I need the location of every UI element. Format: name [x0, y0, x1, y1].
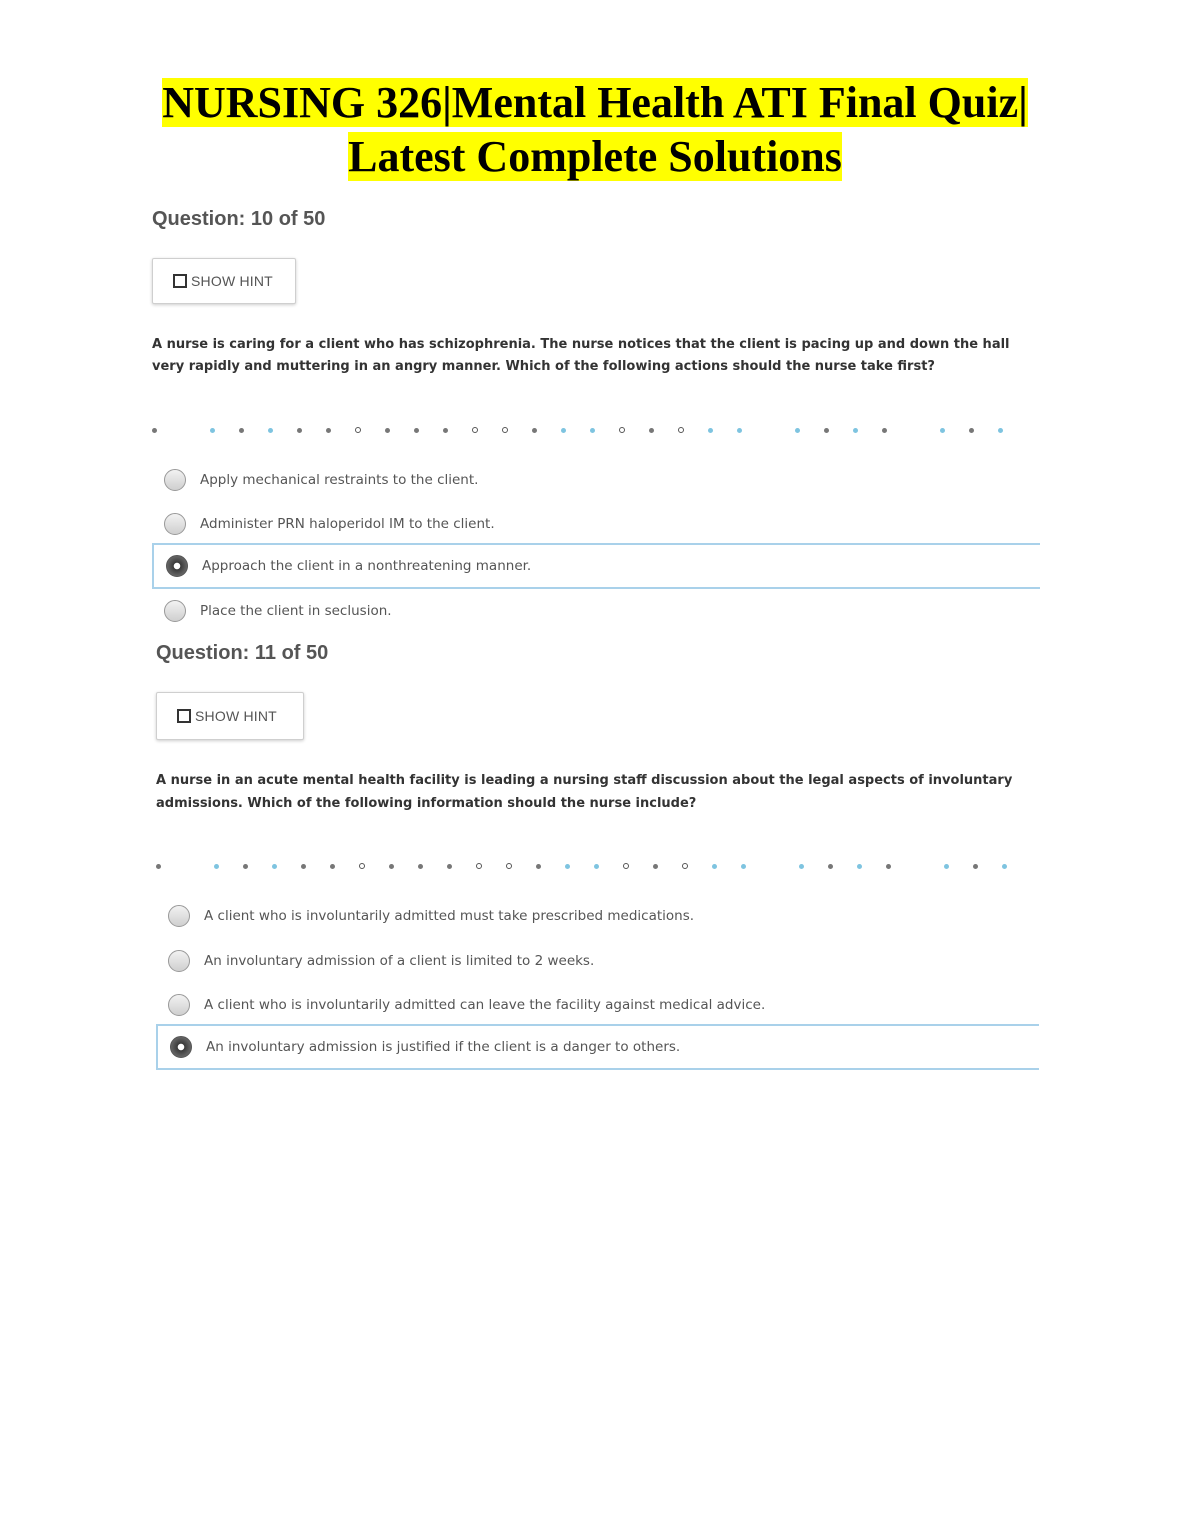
separator-dot	[741, 864, 746, 869]
answer-option-text: Place the client in seclusion.	[200, 603, 392, 619]
checkbox-icon	[173, 274, 187, 288]
separator-dot	[476, 863, 482, 869]
separator-dot	[708, 428, 713, 433]
separator-dot	[443, 428, 448, 433]
question-10	[152, 208, 1042, 628]
separator-dot	[828, 864, 833, 869]
separator-dot	[385, 428, 390, 433]
answer-option[interactable]	[152, 502, 1040, 546]
separator-dots	[156, 860, 1034, 872]
separator-dot	[326, 428, 331, 433]
separator-dot	[853, 428, 858, 433]
separator-dot	[911, 428, 916, 433]
separator-dot	[623, 863, 629, 869]
separator-dot	[795, 428, 800, 433]
separator-dot	[998, 428, 1003, 433]
answer-option[interactable]	[152, 589, 1040, 633]
separator-dot	[243, 864, 248, 869]
answer-option-text: Apply mechanical restraints to the client.	[200, 472, 479, 488]
document-title-line-2: Latest Complete Solutions	[348, 132, 842, 181]
separator-dot	[301, 864, 306, 869]
radio-button-checked-icon[interactable]	[166, 555, 188, 577]
answer-option-text: Approach the client in a nonthreatening manner.	[202, 558, 532, 574]
separator-dot	[532, 428, 537, 433]
answer-option-text: An involuntary admission is justified if the client is a danger to others.	[206, 1039, 681, 1055]
radio-button-icon[interactable]	[164, 513, 186, 535]
radio-button-icon[interactable]	[168, 950, 190, 972]
separator-dot	[502, 427, 508, 433]
answer-option[interactable]	[156, 983, 1039, 1027]
separator-dot	[561, 428, 566, 433]
show-hint-button[interactable]	[152, 258, 296, 304]
show-hint-button[interactable]	[156, 692, 304, 740]
separator-dot	[944, 864, 949, 869]
answer-option-text: A client who is involuntarily admitted must take prescribed medications.	[204, 908, 695, 924]
show-hint-label: SHOW HINT	[191, 273, 273, 289]
question-heading: Question: 11 of 50	[156, 642, 329, 664]
answer-option[interactable]	[156, 939, 1039, 983]
answer-option[interactable]	[152, 458, 1040, 502]
separator-dots	[152, 424, 1038, 436]
separator-dot	[239, 428, 244, 433]
separator-dot	[156, 864, 161, 869]
separator-dot	[152, 428, 157, 433]
answer-option-selected[interactable]	[152, 543, 1040, 589]
separator-dot	[268, 428, 273, 433]
separator-dot	[682, 863, 688, 869]
separator-dot	[737, 428, 742, 433]
separator-dot	[973, 864, 978, 869]
question-stem: A nurse in an acute mental health facility is leading a nursing staff discussion about the legal aspects of involuntary admissions. Which of the following information should the nurse include?	[156, 773, 1013, 811]
separator-dot	[359, 863, 365, 869]
separator-dot	[915, 864, 920, 869]
separator-dot	[969, 428, 974, 433]
radio-button-icon[interactable]	[164, 469, 186, 491]
answer-option-selected[interactable]	[156, 1024, 1039, 1070]
separator-dot	[272, 864, 277, 869]
separator-dot	[414, 428, 419, 433]
separator-dot	[355, 427, 361, 433]
separator-dot	[799, 864, 804, 869]
separator-dot	[590, 428, 595, 433]
separator-dot	[565, 864, 570, 869]
show-hint-label: SHOW HINT	[195, 708, 277, 724]
radio-button-icon[interactable]	[168, 905, 190, 927]
separator-dot	[678, 427, 684, 433]
separator-dot	[653, 864, 658, 869]
separator-dot	[857, 864, 862, 869]
separator-dot	[536, 864, 541, 869]
answer-option-text: An involuntary admission of a client is limited to 2 weeks.	[204, 953, 595, 969]
answer-option-text: Administer PRN haloperidol IM to the client.	[200, 516, 495, 532]
separator-dot	[389, 864, 394, 869]
separator-dot	[297, 428, 302, 433]
separator-dot	[447, 864, 452, 869]
separator-dot	[472, 427, 478, 433]
separator-dot	[210, 428, 215, 433]
separator-dot	[214, 864, 219, 869]
answer-option-text: A client who is involuntarily admitted can leave the facility against medical advice.	[204, 997, 766, 1013]
separator-dot	[712, 864, 717, 869]
separator-dot	[649, 428, 654, 433]
document-title-line-1: NURSING 326|Mental Health ATI Final Quiz|	[162, 78, 1028, 127]
separator-dot	[181, 428, 186, 433]
separator-dot	[330, 864, 335, 869]
separator-dot	[886, 864, 891, 869]
separator-dot	[940, 428, 945, 433]
radio-button-checked-icon[interactable]	[170, 1036, 192, 1058]
question-stem: A nurse is caring for a client who has schizophrenia. The nurse notices that the client is pacing up and down the hall very rapidly and muttering in an angry manner. Which of the following actions should the nurse take first?	[152, 337, 1010, 374]
question-11	[156, 642, 1041, 1082]
separator-dot	[185, 864, 190, 869]
separator-dot	[418, 864, 423, 869]
separator-dot	[619, 427, 625, 433]
radio-button-icon[interactable]	[164, 600, 186, 622]
answer-option[interactable]	[156, 894, 1039, 938]
document-title	[0, 76, 1190, 184]
separator-dot	[824, 428, 829, 433]
question-heading: Question: 10 of 50	[152, 208, 326, 230]
separator-dot	[882, 428, 887, 433]
checkbox-icon	[177, 709, 191, 723]
separator-dot	[1002, 864, 1007, 869]
separator-dot	[506, 863, 512, 869]
radio-button-icon[interactable]	[168, 994, 190, 1016]
separator-dot	[594, 864, 599, 869]
